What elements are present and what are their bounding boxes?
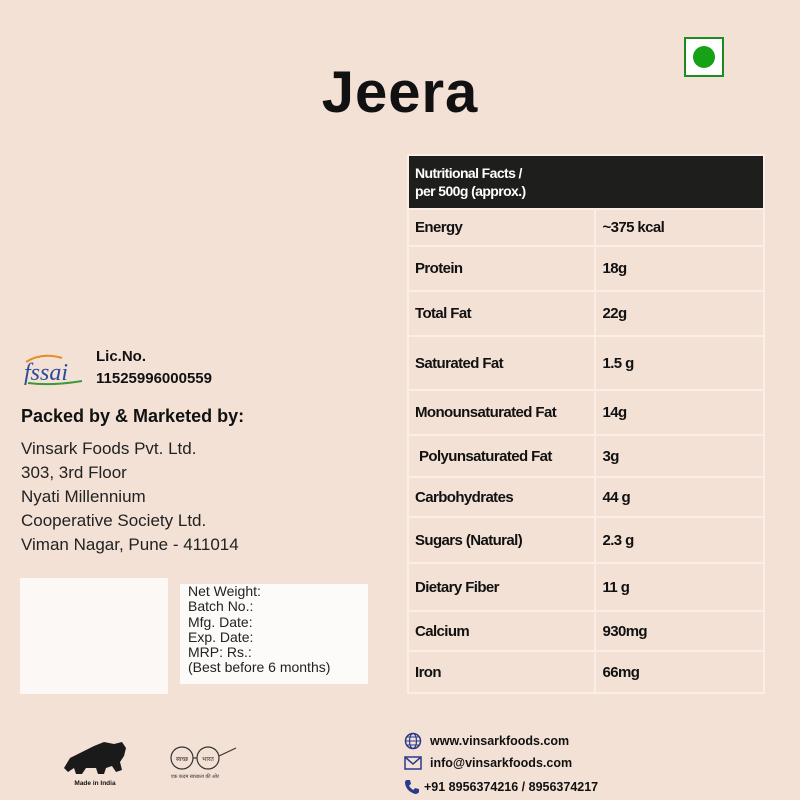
- phone-icon: [404, 779, 420, 795]
- nutrition-row: [408, 246, 764, 291]
- batch-info-line: Batch No.:: [188, 598, 254, 615]
- make-in-india-lion-logo: [60, 738, 130, 788]
- nutrient-value: 2.3 g: [595, 517, 764, 563]
- batch-info-line: (Best before 6 months): [188, 659, 331, 676]
- svg-text:एक कदम स्वच्छता की ओर: एक कदम स्वच्छता की ओर: [170, 774, 220, 780]
- nutrient-name: Total Fat: [408, 291, 595, 336]
- packed-by-title: Packed by & Marketed by:: [21, 406, 245, 426]
- nutrition-row: [408, 291, 764, 336]
- phone-text[interactable]: +91 8956374216 / 8956374217: [424, 780, 599, 794]
- nutrition-row: [408, 477, 764, 517]
- batch-info-box: [180, 584, 368, 684]
- nutrient-value: 44 g: [595, 477, 764, 517]
- nutrition-header-line1: Nutritional Facts /: [415, 165, 522, 181]
- contact-email[interactable]: [404, 756, 572, 770]
- blank-label-area: [20, 578, 168, 694]
- fssai-logo: [22, 350, 86, 386]
- license-number: 11525996000559: [96, 370, 212, 387]
- swachh-bharat-logo: [166, 744, 238, 784]
- nutrition-table: [407, 154, 765, 694]
- nutrient-name: Monounsaturated Fat: [408, 390, 595, 435]
- mail-icon: [404, 756, 422, 770]
- nutrient-name: Polyunsaturated Fat: [408, 435, 595, 477]
- license-block: [96, 346, 212, 390]
- batch-info-line: Net Weight:: [188, 583, 261, 599]
- nutrition-row: [408, 651, 764, 693]
- email-text[interactable]: info@vinsarkfoods.com: [430, 756, 573, 770]
- address-line: Viman Nagar, Pune - 411014: [21, 535, 239, 554]
- packer-address: [21, 437, 239, 557]
- address-line: Nyati Millennium: [21, 487, 146, 506]
- nutrient-value: 14g: [595, 390, 764, 435]
- website-text[interactable]: www.vinsarkfoods.com: [430, 734, 570, 748]
- nutrition-row: [408, 390, 764, 435]
- nutrient-name: Iron: [408, 651, 595, 693]
- contact-website[interactable]: [404, 732, 569, 750]
- nutrition-header: [408, 155, 764, 209]
- nutrient-value: 930mg: [595, 611, 764, 651]
- nutrient-name: Sugars (Natural): [408, 517, 595, 563]
- address-line: 303, 3rd Floor: [21, 463, 127, 482]
- svg-text:स्वच्छ: स्वच्छ: [175, 757, 189, 763]
- nutrient-name: Protein: [408, 246, 595, 291]
- nutrient-value: 66mg: [595, 651, 764, 693]
- nutrition-row: [408, 563, 764, 611]
- nutrient-value: 11 g: [595, 563, 764, 611]
- license-label: Lic.No.: [96, 348, 147, 365]
- nutrition-row: [408, 209, 764, 246]
- nutrient-name: Saturated Fat: [408, 336, 595, 390]
- batch-info-line: Exp. Date:: [188, 628, 254, 645]
- nutrient-value: 3g: [595, 435, 764, 477]
- address-line: Vinsark Foods Pvt. Ltd.: [21, 439, 197, 458]
- svg-text:भारत: भारत: [202, 757, 214, 763]
- nutrient-name: Dietary Fiber: [408, 563, 595, 611]
- nutrition-row: [408, 435, 764, 477]
- nutrient-name: Energy: [408, 209, 595, 246]
- nutrition-row: [408, 336, 764, 390]
- nutrition-row: [408, 517, 764, 563]
- nutrient-name: Carbohydrates: [408, 477, 595, 517]
- nutrient-value: 1.5 g: [595, 336, 764, 390]
- product-title: Jeera: [321, 60, 479, 125]
- contact-phone[interactable]: [404, 779, 598, 795]
- nutrient-value: ~375 kcal: [595, 209, 764, 246]
- nutrition-header-line2: per 500g (approx.): [415, 183, 526, 199]
- svg-text:Made in India: Made in India: [74, 780, 116, 787]
- globe-icon: [404, 732, 422, 750]
- nutrient-value: 18g: [595, 246, 764, 291]
- nutrient-value: 22g: [595, 291, 764, 336]
- nutrition-row: [408, 611, 764, 651]
- batch-info-line: Mfg. Date:: [188, 613, 253, 630]
- address-line: Cooperative Society Ltd.: [21, 511, 207, 530]
- batch-info-line: MRP: Rs.:: [188, 644, 252, 661]
- svg-text:fssai: fssai: [24, 360, 69, 386]
- nutrient-name: Calcium: [408, 611, 595, 651]
